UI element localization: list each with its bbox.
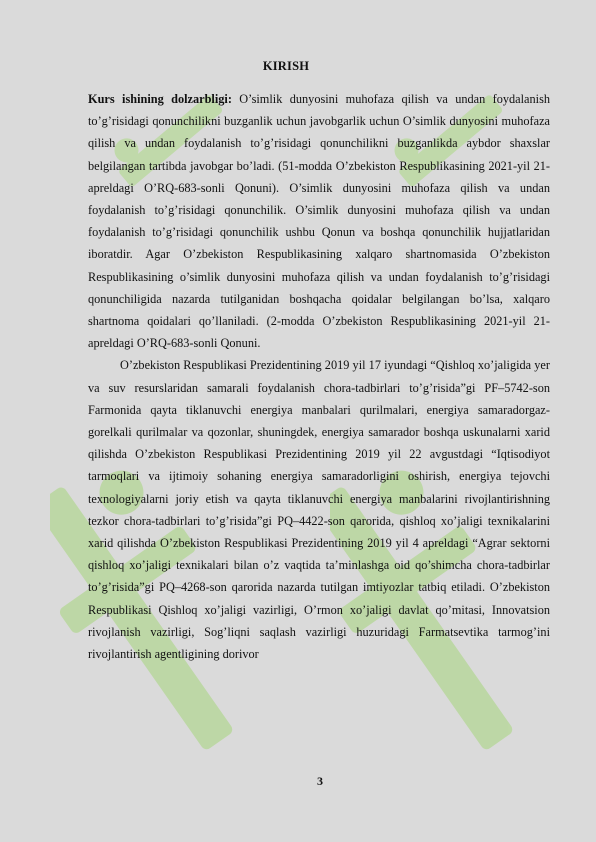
- page-number: [0, 774, 596, 789]
- heading-text: KIRISH: [262, 59, 310, 73]
- lead-bold-text: Kurs ishining dolzarbligi:: [88, 92, 232, 106]
- body-text: [88, 88, 550, 665]
- page-number-text: 3: [317, 774, 323, 788]
- paragraph-1: [88, 88, 550, 354]
- paragraph-1-text: O’simlik dunyosini muhofaza qilish va undan foydalanish to’g’risidagi qonunchilikni buzganlik uchun javobgarlik uchun O’simlik dunyosini muhofaza qilish va undan foydalanish to’g’risidagi qonunchilikni buzganlikda aybdor shaxslar belgilangan tartibda javobgar bo’ladi. (51-modda O’zbekiston Respublikasining 2021-yil 21-apreldagi O’RQ-683-sonli Qonuni). O’simlik dunyosini muhofaza qilish va undan foydalanish to’g’risidagi qonunchilik. O’simlik dunyosini muhofaza qilish va undan foydalanish to’g’risidagi qonunchilik ushbu Qonun va boshqa qonunchilik hujjatlaridan iboratdir. Agar O’zbekiston Respublikasining xalqaro shartnomasida O’zbekiston Respublikasining o’simlik dunyosini muhofaza qilish va undan foydalanish to’g’risidagi qonunchiligida nazarda tutilganidan boshqacha qoidalar belgilangan bo’lsa, xalqaro shartnoma qoidalari qo’llaniladi. (2-modda O’zbekiston Respublikasining 2021-yil 21-apreldagi O’RQ-683-sonli Qonuni.: [88, 92, 550, 351]
- paragraph-2: O’zbekiston Respublikasi Prezidentining 2019 yil 17 iyundagi “Qishloq xo’jaligida yer va suv resurslaridan samarali foydalanish chora-tadbirlari to’g’risida”gi PF–5742-son Farmonida qayta tiklanuvchi energiya manbalari qurilmalari, energiya samaradorgaz-gorelkali qurilmalar va qozonlar, shuningdek, energiya samarador boshqa uskunalarni xarid qilishda O’zbekiston Respublikasi Prezidentining 2019 yil 22 avgustdagi “Iqtisodiyot tarmoqlari va ijtimoiy sohaning energiya samaradorligini oshirish, energiya tejovchi texnologiyalarni joriy etish va qayta tiklanuvchi energiya manbalarini rivojlantirishning tezkor chora-tadbirlari to’g’risida”gi PQ–4422-son qarorida, qishloq xo’jaligi texnikalarini xarid qilishda O’zbekiston Respublikasi Prezidentining 2019 yil 4 apreldagi “Agrar sektorni qishloq xo’jaligi texnikalari bilan o’z vaqtida ta’minlashga oid qo’shimcha chora-tadbirlar to’g’risida”gi PQ–4268-son qarorida nazarda tutilgan imtiyozlar tatbiq etiladi. O’zbekiston Respublikasi Qishloq xo’jaligi vazirligi, O’rmon xo’jaligi davlat qo’mitasi, Innovatsion rivojlanish vazirligi, Sog’liqni saqlash vazirligi huzuridagi Farmatsevtika tarmog’ini rivojlantirish agentligining dorivor: [88, 358, 550, 662]
- section-heading: [0, 59, 596, 74]
